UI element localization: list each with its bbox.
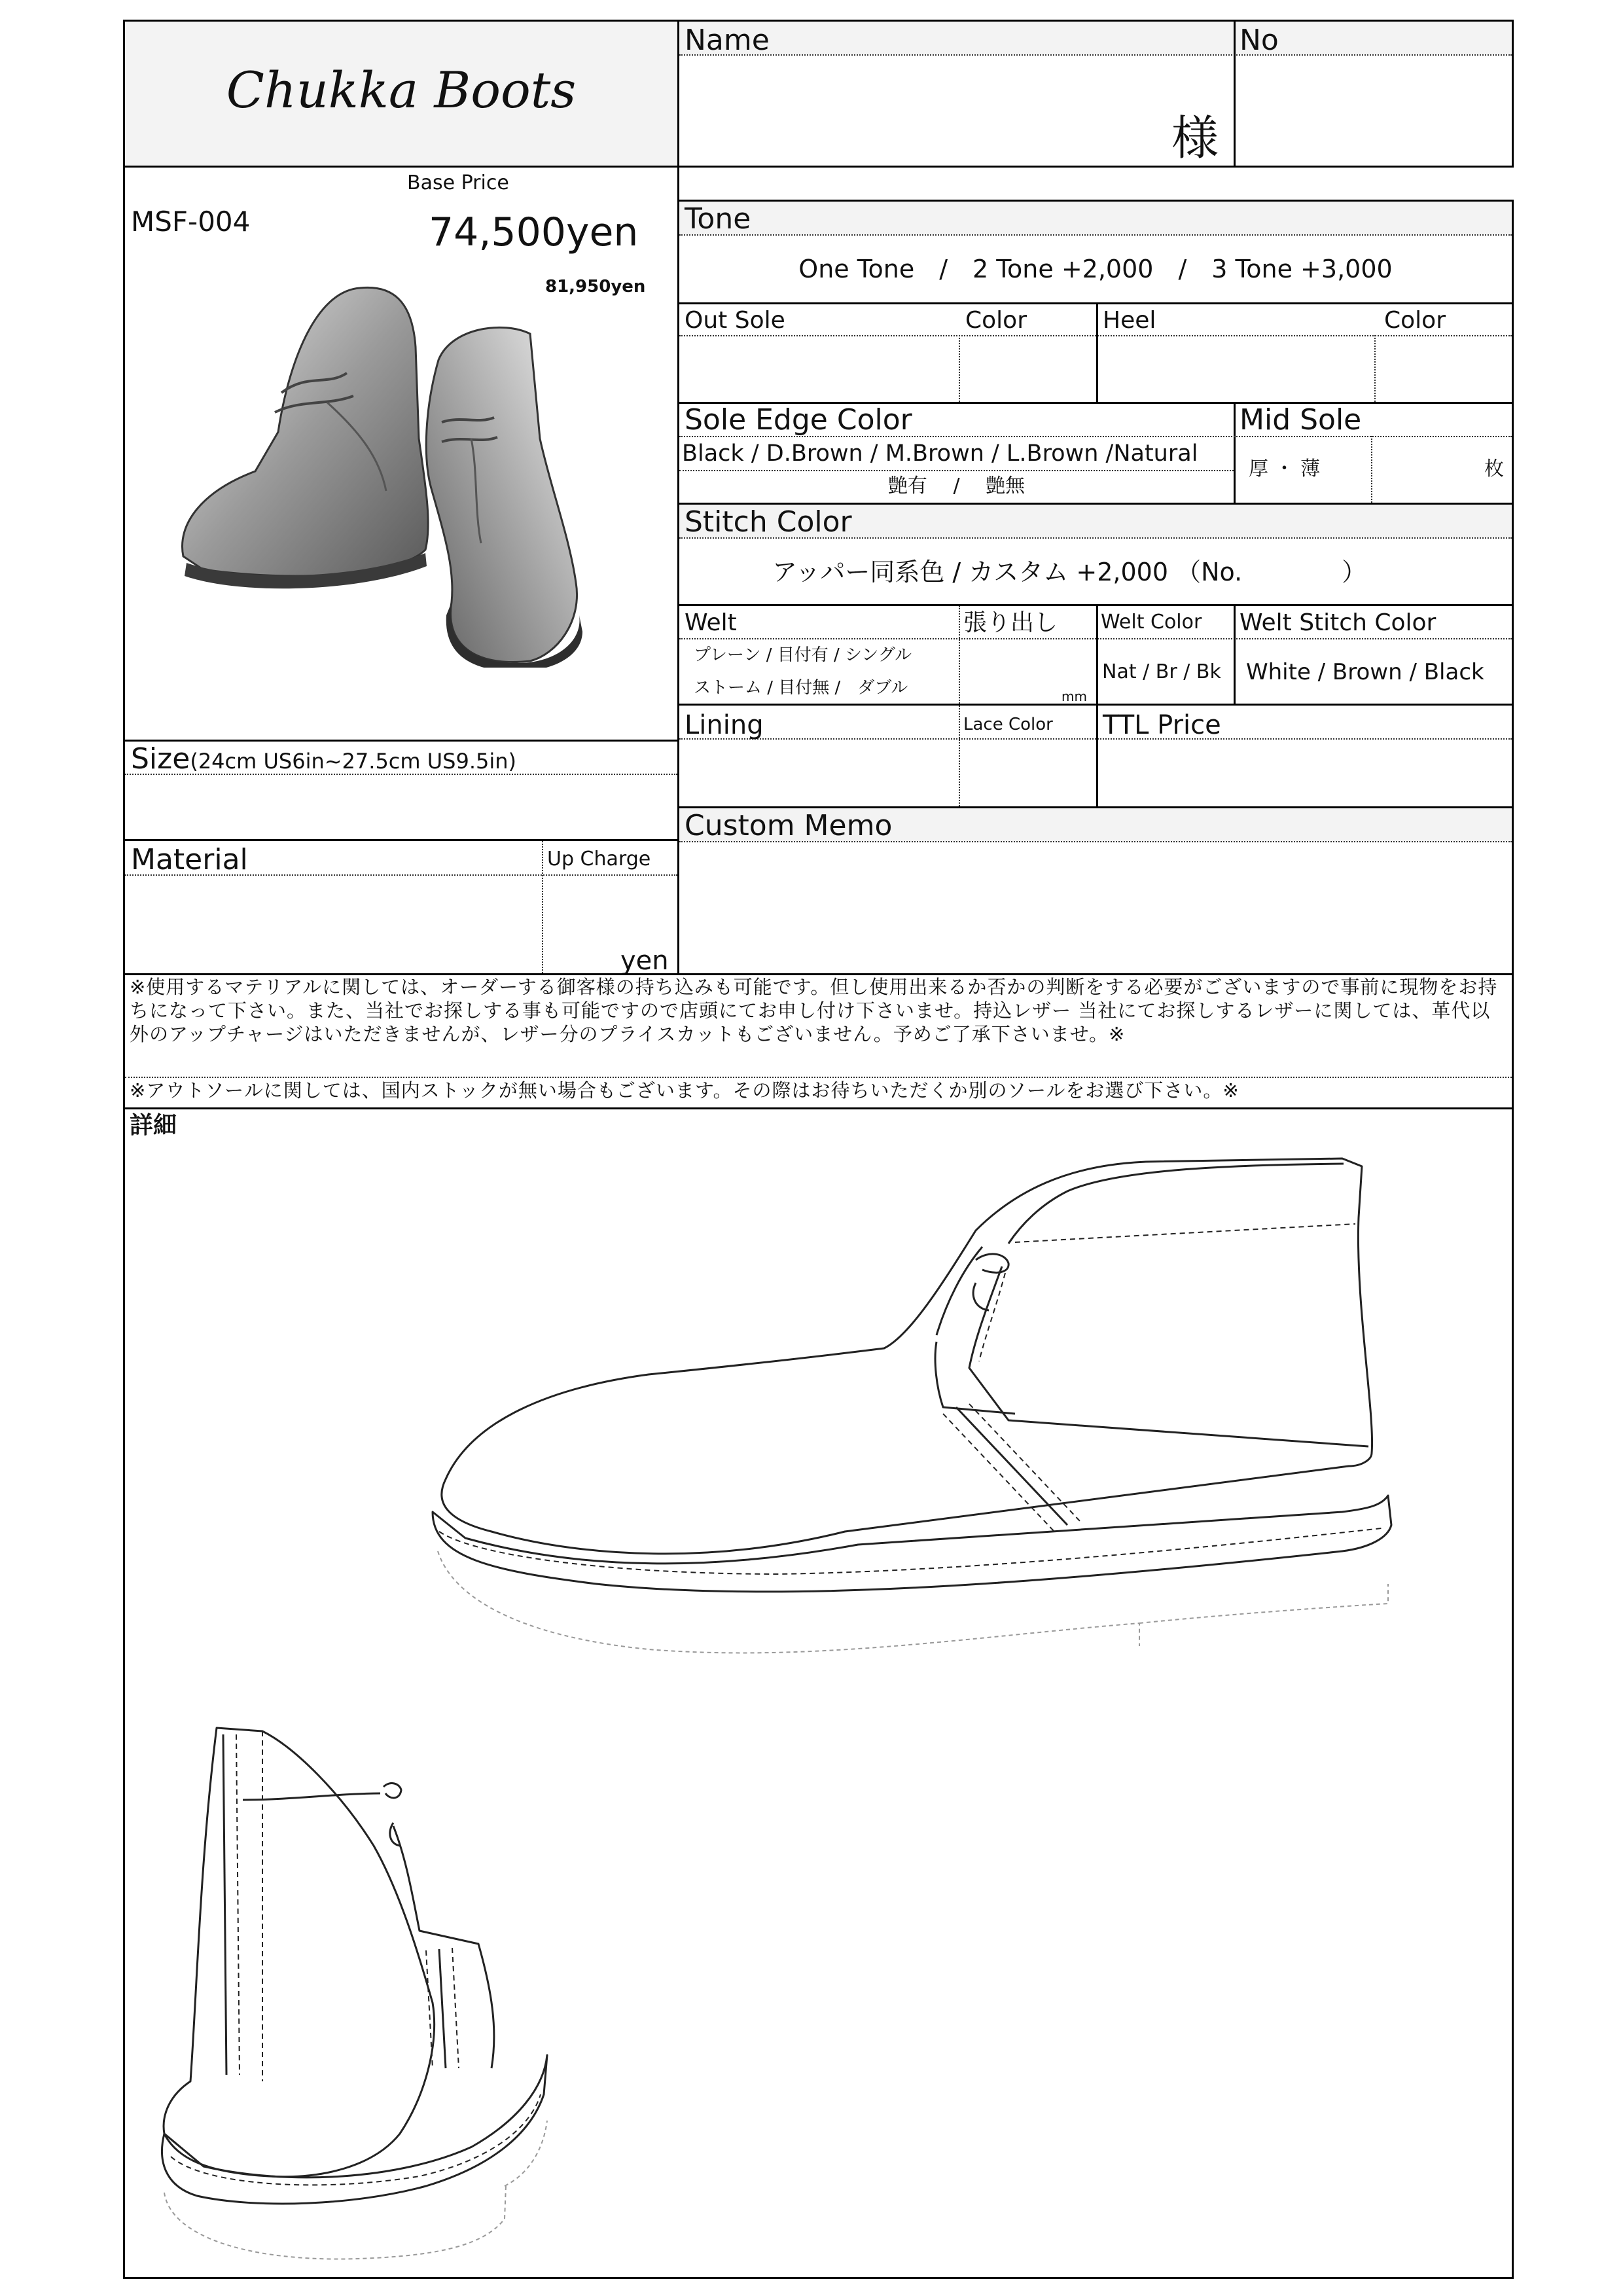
up-charge-field[interactable] [546, 877, 677, 942]
lining-lace-divider [959, 706, 960, 806]
size-label-text: Size [131, 742, 190, 776]
tone-label: Tone [685, 202, 751, 236]
name-field[interactable] [681, 58, 1230, 165]
up-charge-label: Up Charge [547, 848, 651, 870]
name-header-divider [679, 54, 1512, 56]
name-no-divider [1234, 20, 1236, 168]
welt-stitch-color-options[interactable]: White / Brown / Black [1246, 659, 1484, 685]
material-divider [542, 841, 543, 973]
heel-color-divider [1374, 335, 1376, 402]
welt-stitch-color-label: Welt Stitch Color [1240, 609, 1436, 636]
boot-side-view [433, 1158, 1391, 1653]
out-sole-field[interactable] [681, 339, 955, 401]
lining-header-divider [679, 738, 1512, 740]
heel-color-label: Color [1384, 307, 1446, 334]
welt-extension-label: 張り出し [963, 609, 1058, 636]
outsole-note: ※アウトソールに関しては、国内ストックが無い場合もございます。その際はお待ちいただくか別のソールをお選び下さい。※ [130, 1079, 1240, 1102]
lace-color-label: Lace Color [963, 715, 1053, 734]
boot-front-view [162, 1728, 547, 2259]
heel-field[interactable] [1099, 339, 1371, 401]
welt-label: Welt [685, 609, 737, 636]
notes-divider [125, 1077, 1512, 1078]
tax-price: 81,950yen [545, 277, 646, 296]
no-label: No [1240, 24, 1279, 57]
sole-heel-divider [1096, 302, 1098, 404]
no-field[interactable] [1237, 58, 1512, 165]
name-label: Name [685, 24, 770, 57]
lace-ttl-divider [1096, 704, 1098, 808]
base-price-label: Base Price [407, 171, 509, 194]
mid-sole-label: Mid Sole [1240, 403, 1362, 437]
tone-options[interactable]: One Tone / 2 Tone +2,000 / 3 Tone +3,000 [798, 255, 1393, 283]
lace-color-field[interactable] [962, 741, 1093, 805]
page-title: Chukka Boots [226, 61, 577, 119]
stitch-options[interactable]: アッパー同系色 / カスタム +2,000 （No. ） [772, 558, 1367, 586]
material-label: Material [131, 843, 248, 876]
boot-left [182, 287, 428, 576]
mid-sole-unit: 枚 [1484, 457, 1504, 480]
sole-edge-label: Sole Edge Color [685, 403, 912, 437]
welt-ext-divider [959, 606, 960, 704]
base-price: 74,500yen [429, 209, 639, 255]
material-field[interactable] [126, 877, 538, 972]
mid-sole-options[interactable]: 厚 ・ 薄 [1249, 457, 1321, 480]
welt-color-options[interactable]: Nat / Br / Bk [1102, 660, 1221, 683]
sole-edge-row-divider [679, 470, 1234, 471]
tone-header-divider [679, 234, 1512, 236]
product-photo [164, 275, 596, 668]
ttl-price-field[interactable] [1099, 741, 1512, 805]
size-header-divider [125, 774, 677, 775]
welt-type-line2[interactable]: ストーム / 目付無 / ダブル [694, 678, 908, 698]
sole-edge-colors[interactable]: Black / D.Brown / M.Brown / L.Brown /Natural [682, 440, 1198, 467]
out-sole-color-label: Color [965, 307, 1027, 334]
tone-header-bg [679, 202, 1512, 234]
detail-drawing[interactable] [125, 1139, 1511, 2276]
out-sole-label: Out Sole [685, 307, 785, 334]
size-label [131, 742, 517, 776]
welt-extension-field[interactable] [962, 641, 1093, 703]
material-note: ※使用するマテリアルに関しては、オーダーする御客様の持ち込みも可能です。但し使用出来るか否かの判断をする必要がございますので事前に現物をお持ちになって下さい。また、当社でお探しする事も可能ですので店頭にてお申し付け下さいませ。持込レザー 当社にてお探しするレザーに関しては、革代以外のアップチャージはいただきませんが、レザー分のプライスカットもございません。予めご了承下さいませ。※ [130, 976, 1498, 1045]
out-sole-color-field[interactable] [962, 339, 1093, 401]
midsole-divider [1371, 436, 1372, 503]
welt-color-label: Welt Color [1101, 611, 1202, 634]
product-code: MSF-004 [131, 206, 251, 238]
lining-field[interactable] [681, 741, 955, 805]
welt-color-divider [1096, 604, 1098, 706]
size-field[interactable] [126, 778, 675, 838]
sole-edge-finish[interactable]: 艶有 / 艶無 [887, 475, 1026, 497]
sole-edge-midsole-divider [1234, 402, 1236, 505]
ttl-price-label: TTL Price [1103, 710, 1221, 740]
custom-memo-field[interactable] [681, 844, 1512, 973]
lining-label: Lining [685, 710, 764, 740]
welt-stitch-divider [1234, 604, 1236, 706]
welt-type-line1[interactable]: プレーン / 目付有 / シングル [694, 645, 912, 665]
yen-unit: yen [620, 946, 669, 976]
heel-label: Heel [1103, 307, 1156, 334]
welt-mm-unit: mm [1061, 689, 1087, 704]
stitch-label: Stitch Color [685, 505, 852, 539]
detail-label: 詳細 [130, 1112, 177, 1139]
heel-color-field[interactable] [1378, 339, 1512, 401]
outsole-color-divider [959, 335, 960, 402]
name-header-bg [679, 22, 1512, 57]
honorific: 様 [1171, 111, 1219, 166]
welt-header-divider [679, 638, 1512, 639]
custom-memo-label: Custom Memo [685, 809, 893, 842]
sole-header-divider [679, 335, 1512, 336]
size-range: (24cm US6in~27.5cm US9.5in) [190, 749, 517, 774]
